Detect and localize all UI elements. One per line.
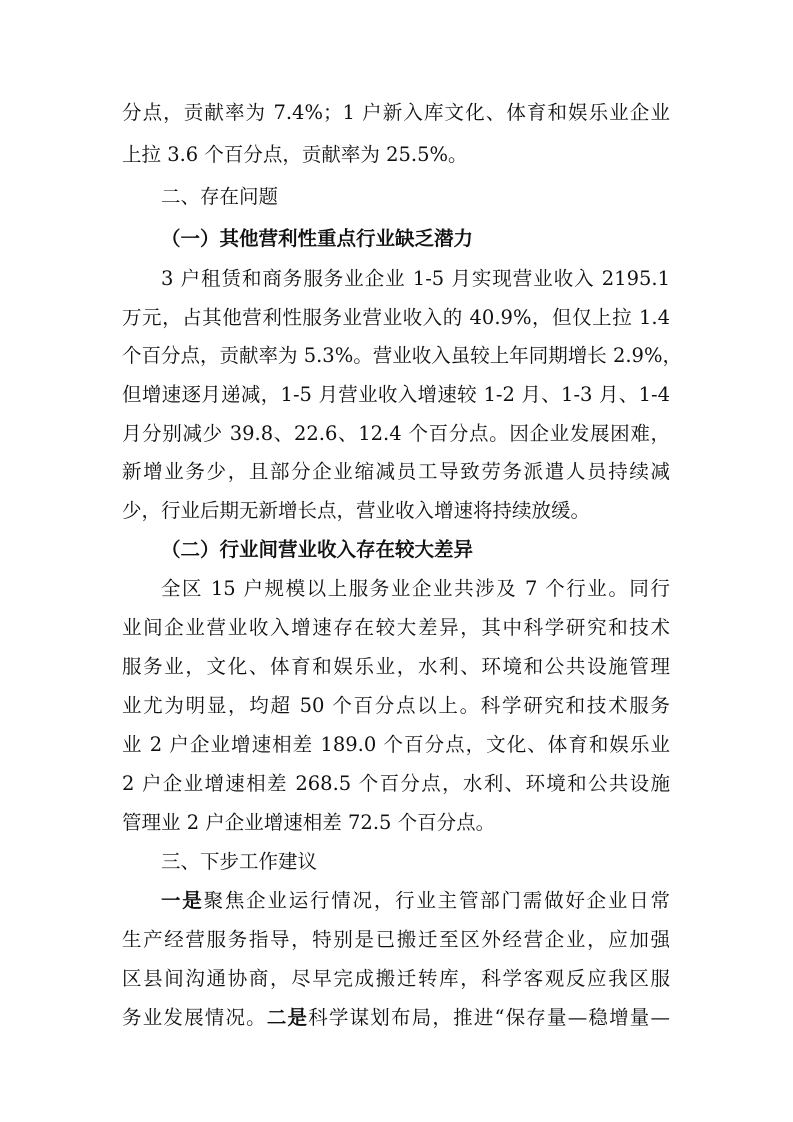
body-line: 业尤为明显，均超 50 个百分点以上。科学研究和技术服务 (122, 694, 670, 717)
body-line: 上拉 3.6 个百分点，贡献率为 25.5%。 (122, 143, 468, 166)
body-line (161, 886, 670, 916)
body-line: 但增速逐月递减，1-5 月营业收入增速较 1-2 月、1-3 月、1-4 (122, 383, 670, 406)
body-line: 个百分点，贡献率为 5.3%。营业收入虽较上年同期增长 2.9%， (122, 344, 682, 367)
section-heading: 二、存在问题 (161, 185, 279, 208)
body-line: 少，行业后期无新增长点，营业收入增速将持续放缓。 (122, 499, 591, 522)
subsection-heading: （一）其他营利性重点行业缺乏潜力 (161, 227, 474, 250)
body-line (122, 1003, 670, 1033)
body-text: 务业发展情况。 (122, 1006, 267, 1029)
body-line: 全区 15 户规模以上服务业企业共涉及 7 个行业。同行 (161, 577, 670, 600)
body-line: 服务业，文化、体育和娱乐业，水利、环境和公共设施管理 (122, 655, 670, 678)
body-line: 管理业 2 户企业增速相差 72.5 个百分点。 (122, 811, 496, 834)
body-line: 月分别减少 39.8、22.6、12.4 个百分点。因企业发展困难， (122, 422, 670, 445)
body-line: 分点，贡献率为 7.4%；1 户新入库文化、体育和娱乐业企业 (122, 101, 670, 124)
section-heading: 三、下步工作建议 (161, 850, 318, 873)
body-line: 业 2 户企业增速相差 189.0 个百分点，文化、体育和娱乐业 (122, 733, 670, 756)
body-text: 科学谋划布局，推进“保存量—稳增量— (308, 1006, 670, 1029)
body-line: 区县间沟通协商，尽早完成搬迁转库，科学客观反应我区服 (122, 967, 670, 990)
lead-phrase: 二是 (266, 1006, 309, 1029)
body-line: 3 户租赁和商务服务业企业 1-5 月实现营业收入 2195.1 (161, 267, 670, 290)
subsection-heading: （二）行业间营业收入存在较大差异 (161, 538, 474, 561)
body-text: 聚焦企业运行情况，行业主管部门需做好企业日常 (203, 889, 670, 912)
lead-phrase: 一是 (161, 889, 204, 912)
body-line: 新增业务少，且部分企业缩减员工导致劳务派遣人员持续减 (122, 460, 670, 483)
body-line: 2 户企业增速相差 268.5 个百分点，水利、环境和公共设施 (122, 772, 670, 795)
body-line: 业间企业营业收入增速存在较大差异，其中科学研究和技术 (122, 616, 670, 639)
body-line: 万元，占其他营利性服务业营业收入的 40.9%，但仅上拉 1.4 (122, 306, 670, 329)
body-line: 生产经营服务指导，特别是已搬迁至区外经营企业，应加强 (122, 928, 670, 951)
